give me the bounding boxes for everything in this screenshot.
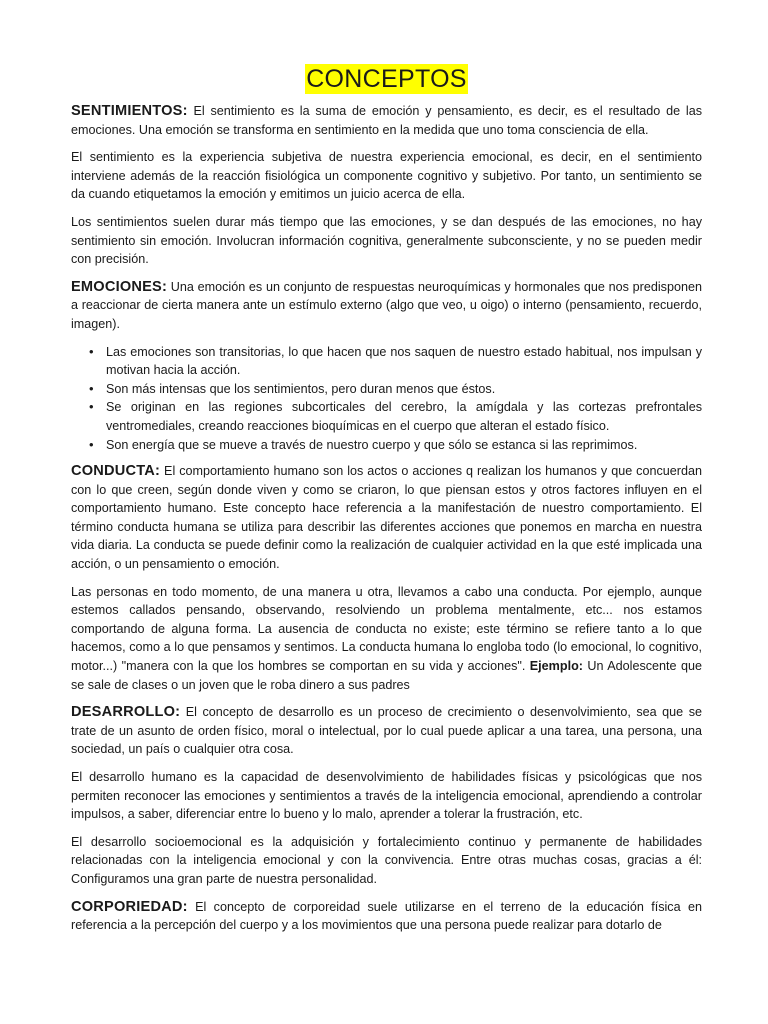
title-wrap — [71, 64, 702, 94]
conducta-p2-text: Las personas en todo momento, de una manera u otra, llevamos a cabo una conducta. Por ejemplo, aunque estemos callados pensando, observando, resolviendo un problema mentalmente, etc... nos estamos comportando de alguna forma. La ausencia de conducta no existe; este término se refiere tanto a lo que hacemos, como a lo que pensamos y sentimos. La conducta humana lo engloba todo (lo emocional, lo cognitivo, motor...) "manera con la que los hombres se comportan en su vida y acciones". — [71, 584, 702, 674]
list-item: • Las emociones son transitorias, lo que hacen que nos saquen de nuestro estado habitual, nos impulsan y motivan hacia la acción. — [106, 343, 702, 380]
conducta-lead: El comportamiento humano son los actos o acciones q realizan los humanos y que concuerdan con lo que creen, según donde viven y como se criaron, lo que piensan estos y otros factores influyen en el comportamiento humano. Este concepto hace referencia a la manifestación de nuestro comportamiento. El término conducta humana se utiliza para describir las diferentes acciones que ponemos en marcha en nuestra vida diaria. La conducta se puede definir como la realización de cualquier actividad en la que esté implicada una acción, o un pensamiento o emoción. — [71, 464, 702, 572]
emociones-heading: EMOCIONES: — [71, 278, 168, 295]
sentimientos-paragraph-1 — [71, 102, 702, 139]
desarrollo-heading: DESARROLLO: — [71, 704, 181, 721]
desarrollo-paragraph-1 — [71, 703, 702, 759]
conducta-paragraph-1 — [71, 462, 702, 574]
sentimientos-paragraph-3: Los sentimientos suelen durar más tiempo que las emociones, y se dan después de las emociones, no hay sentimiento sin emoción. Involucran información cognitiva, generalmente subconsciente, y no se pueden medir con precisión. — [71, 214, 702, 267]
emociones-paragraph-1 — [71, 278, 702, 334]
list-item: • Se originan en las regiones subcorticales del cerebro, la amígdala y las cortezas prefrontales ventromediales, creando reacciones bioquímicas en el cuerpo que alteran el estado físico. — [106, 398, 702, 435]
desarrollo-paragraph-3: El desarrollo socioemocional es la adquisición y fortalecimiento continuo y permanente de habilidades relacionadas con la inteligencia emocional y con la convivencia. Entre otras muchas cosas, gracias a él: Configuramos una gran parte de nuestra personalidad. — [71, 834, 702, 886]
document-body — [71, 64, 702, 944]
ejemplo-text: Un Adolescente que se sale de clases o un joven que le roba dinero a sus padres — [71, 659, 702, 692]
list-item: • Son más intensas que los sentimientos, pero duran menos que éstos. — [106, 380, 702, 399]
conducta-paragraph-2 — [71, 583, 702, 695]
sentimientos-lead: El sentimiento es la suma de emoción y pensamiento, es decir, es el resultado de las emociones. Una emoción se transforma en sentimiento en la medida que uno toma consciencia de ella. — [71, 104, 702, 137]
sentimientos-heading: SENTIMIENTOS: — [71, 103, 188, 119]
ejemplo-label: Ejemplo: — [529, 659, 583, 674]
emociones-bullet-list — [71, 343, 702, 455]
corporiedad-lead: El concepto de corporeidad suele utilizarse en el terreno de la educación física en referencia a la percepción del cuerpo y a los movimientos que una persona puede realizar para dotarlo de — [71, 899, 702, 933]
desarrollo-lead: El concepto de desarrollo es un proceso de crecimiento o desenvolvimiento, sea que se trate de un asunto de orden físico, moral o intelectual, por lo cual puede aplicar a una tarea, una persona, una sociedad, un país o cualquier otra cosa. — [71, 705, 702, 757]
page-title: CONCEPTOS — [306, 65, 467, 93]
desarrollo-paragraph-2: El desarrollo humano es la capacidad de desenvolvimiento de habilidades físicas y psicológicas que nos permiten reconocer las emociones y sentimientos a través de la inteligencia emocional, aprendiendo a controlar impulsos, a saber, diferenciar entre lo bueno y lo malo, aprender a tolerar la frustración, etc. — [71, 770, 702, 822]
emociones-lead: Una emoción es un conjunto de respuestas neuroquímicas y hormonales que nos predisponen a reaccionar de cierta manera ante un estímulo externo (algo que veo, u oigo) o interno (pensamiento, recuerdo, imagen). — [71, 279, 702, 331]
conducta-heading: CONDUCTA: — [71, 463, 161, 480]
sentimientos-paragraph-2: El sentimiento es la experiencia subjetiva de nuestra experiencia emocional, es decir, en el sentimiento interviene además de la reacción fisiológica un componente cognitivo y subjetivo. Por tanto, un sentimiento se da cuando etiquetamos la emoción y emitimos un juicio acerca de ella. — [71, 150, 702, 202]
corporiedad-heading: CORPORIEDAD: — [71, 898, 188, 915]
list-item: • Son energía que se mueve a través de nuestro cuerpo y que sólo se estanca si las reprimimos. — [106, 436, 702, 455]
corporiedad-paragraph-1 — [71, 898, 702, 935]
